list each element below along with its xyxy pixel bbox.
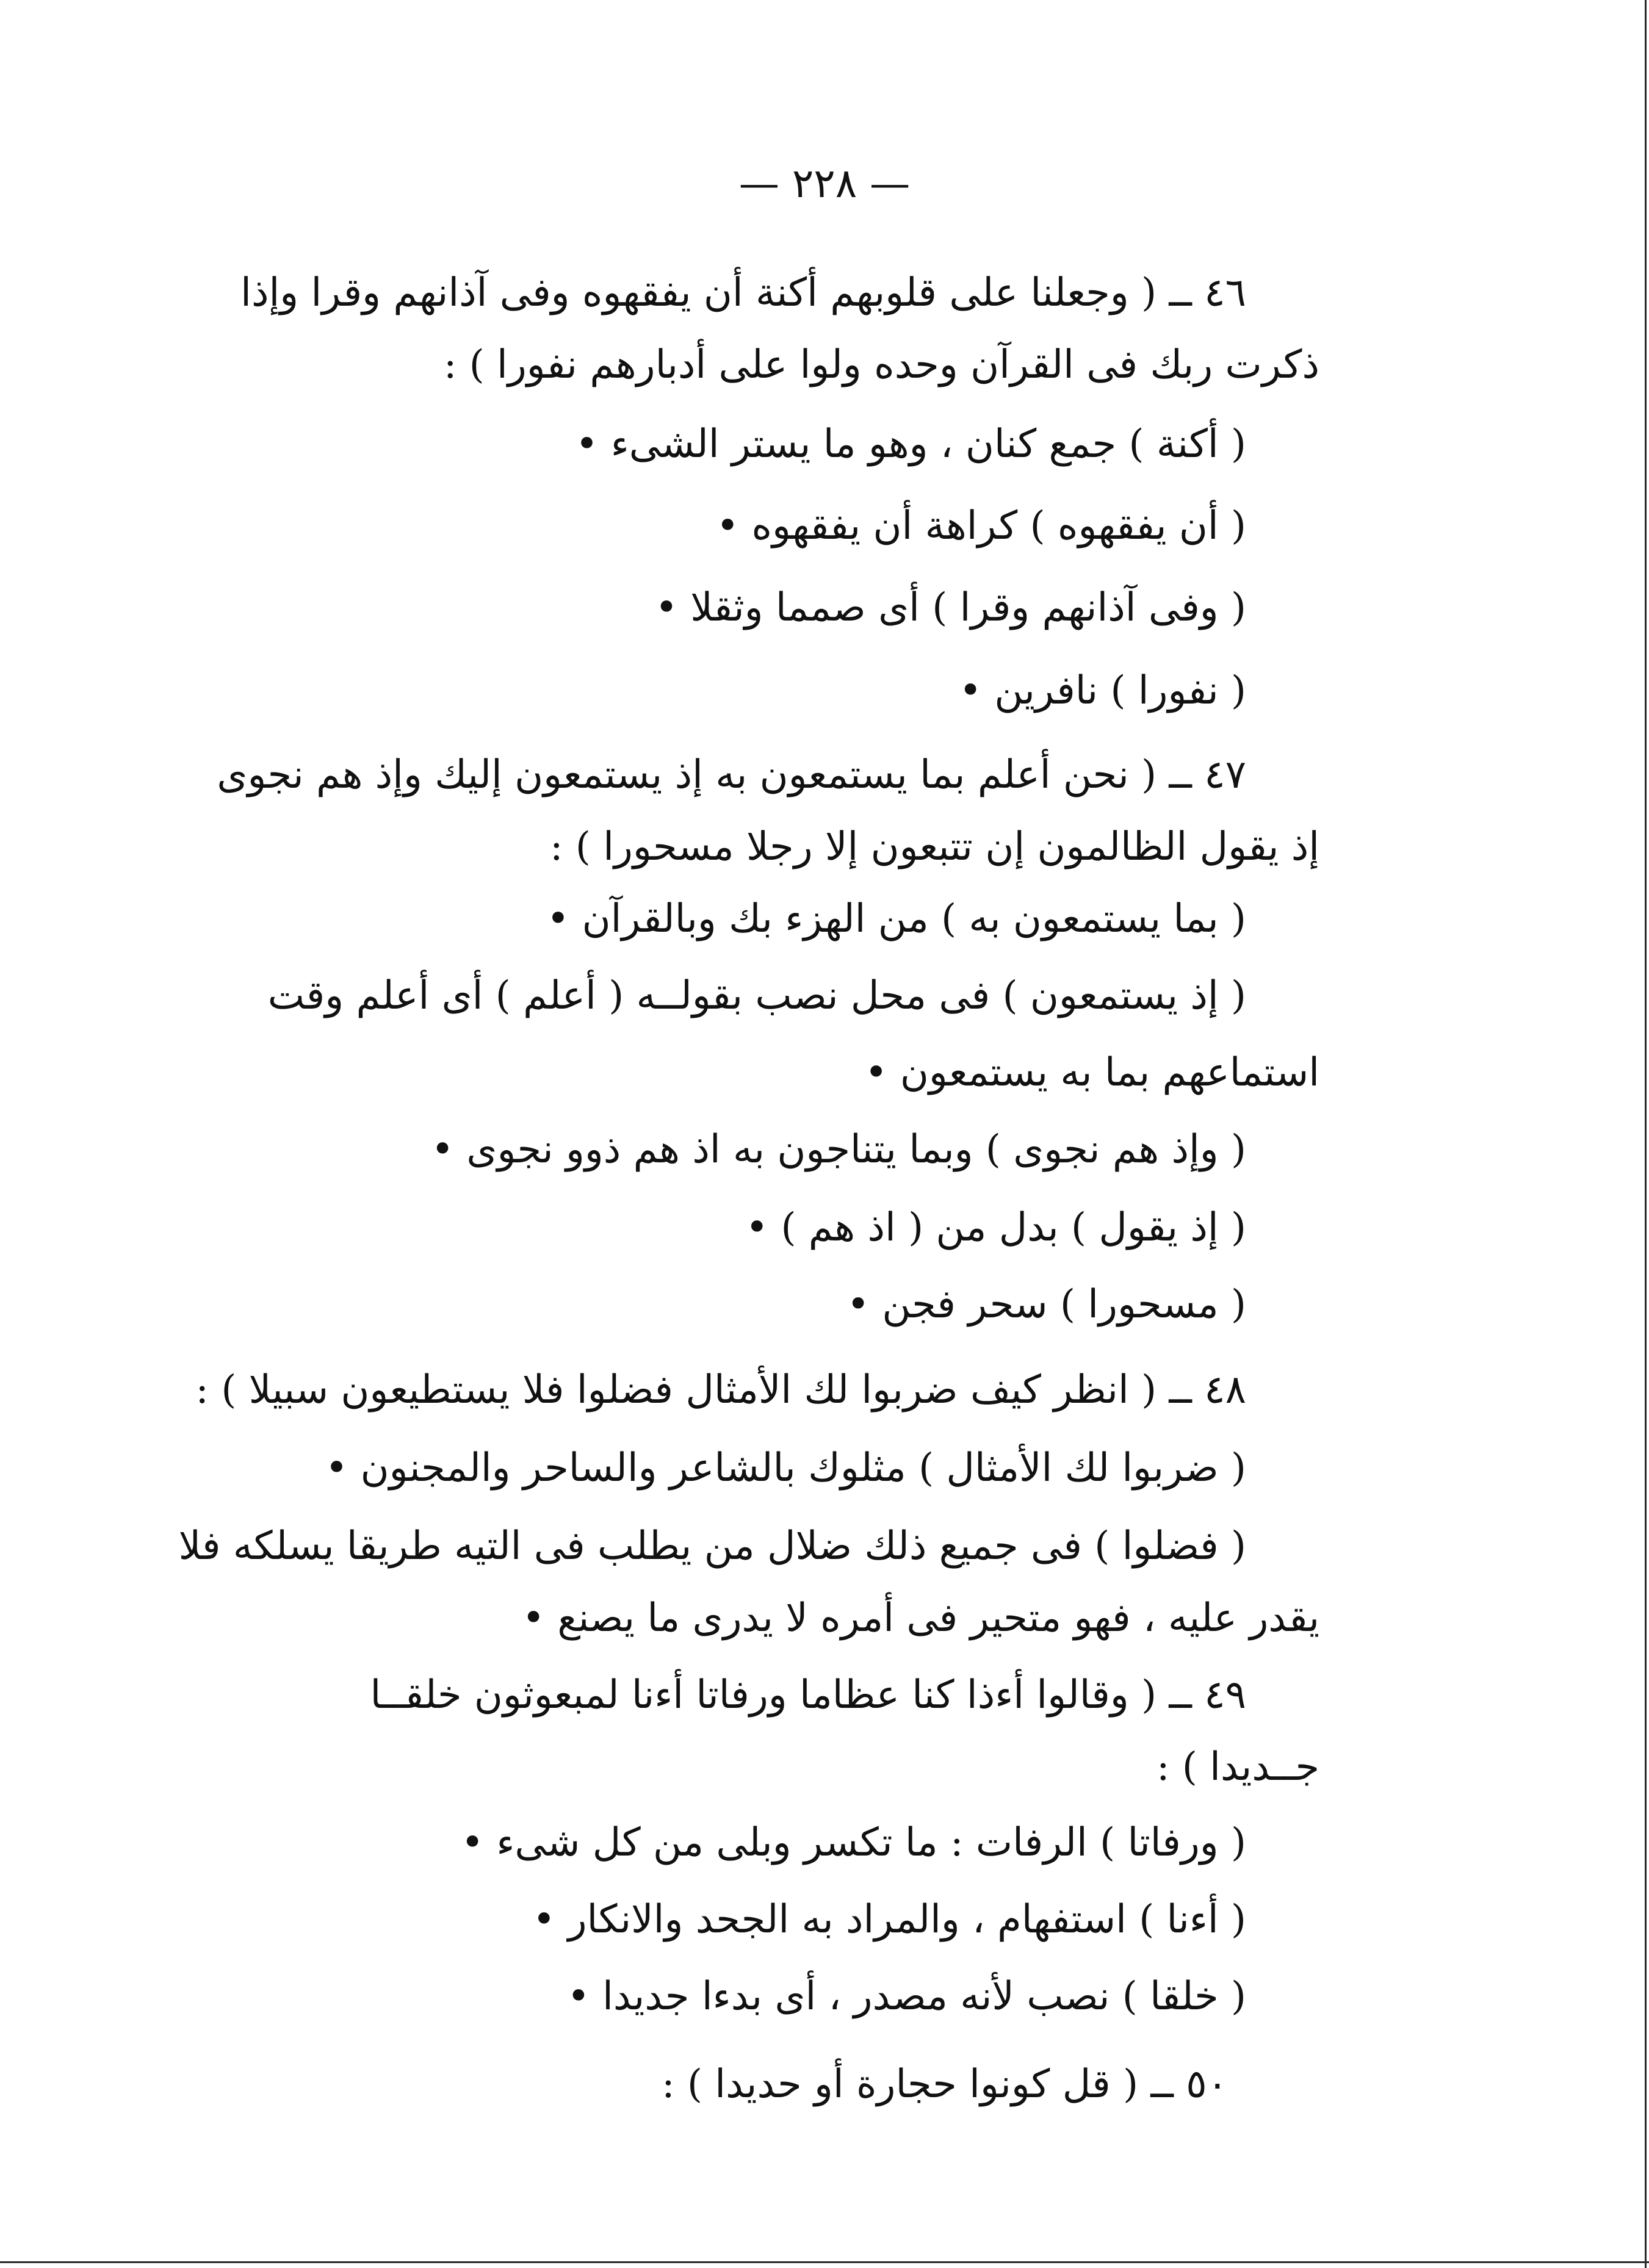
- scan-edge-bottom: [0, 2261, 1649, 2263]
- scan-edge-right: [1645, 0, 1647, 2268]
- page-number: — ٢٢٨ —: [738, 160, 911, 207]
- gloss-line: ( وفى آذانهم وقرا ) أى صمما وثقلا •: [655, 585, 1246, 630]
- gloss-line: ( ضربوا لك الأمثال ) مثلوك بالشاعر والساحر والمجنون •: [325, 1445, 1246, 1491]
- gloss-line: ( فضلوا ) فى جميع ذلك ضلال من يطلب فى التيه طريقا يسلكه فلا: [178, 1524, 1246, 1569]
- verse-50-line-1: ٥٠ ــ ( قل كونوا حجارة أو حديدا ) :: [662, 2062, 1228, 2107]
- verse-49-line-1: ٤٩ ــ ( وقالوا أءذا كنا عظاما ورفاتا أءنا لمبعوثون خلقــا: [370, 1672, 1246, 1718]
- verse-49-line-2: جــديدا ) :: [1156, 1744, 1319, 1790]
- gloss-continuation: استماعهم بما به يستمعون •: [864, 1050, 1319, 1095]
- verse-47-line-2: إذ يقول الظالمون إن تتبعون إلا رجلا مسحورا ) :: [549, 824, 1319, 869]
- verse-47-line-1: ٤٧ ــ ( نحن أعلم بما يستمعون به إذ يستمعون إليك وإذ هم نجوى: [217, 752, 1246, 797]
- gloss-line: ( نفورا ) نافرين •: [959, 668, 1246, 713]
- verse-48-line-1: ٤٨ ــ ( انظر كيف ضربوا لك الأمثال فضلوا فلا يستطيعون سبيلا ) :: [195, 1367, 1246, 1413]
- gloss-line: ( مسحورا ) سحر فجن •: [846, 1282, 1246, 1327]
- gloss-continuation: يقدر عليه ، فهو متحير فى أمره لا يدرى ما يصنع •: [522, 1596, 1319, 1641]
- gloss-line: ( أءنا ) استفهام ، والمراد به الجحد والانكار •: [532, 1897, 1246, 1942]
- gloss-line: ( خلقا ) نصب لأنه مصدر ، أى بدءا جديدا •: [567, 1974, 1246, 2019]
- gloss-line: ( ورفاتا ) الرفات : ما تكسر وبلى من كل شىء •: [461, 1820, 1246, 1865]
- verse-46-line-2: ذكرت ربك فى القرآن وحده ولوا على أدبارهم نفورا ) :: [443, 342, 1319, 387]
- gloss-line: ( بما يستمعون به ) من الهزء بك وبالقرآن •: [546, 896, 1246, 941]
- gloss-line: ( وإذ هم نجوى ) وبما يتناجون به اذ هم ذوو نجوى •: [431, 1127, 1246, 1172]
- verse-46-line-1: ٤٦ ــ ( وجعلنا على قلوبهم أكنة أن يفقهوه وفى آذانهم وقرا وإذا: [240, 270, 1246, 315]
- gloss-line: ( إذ يقول ) بدل من ( اذ هم ) •: [745, 1205, 1246, 1250]
- gloss-line: ( إذ يستمعون ) فى محل نصب بقولــه ( أعلم ) أى أعلم وقت: [267, 973, 1246, 1018]
- gloss-line: ( أكنة ) جمع كنان ، وهو ما يستر الشىء •: [575, 422, 1246, 467]
- gloss-line: ( أن يفقهوه ) كراهة أن يفقهوه •: [716, 503, 1246, 549]
